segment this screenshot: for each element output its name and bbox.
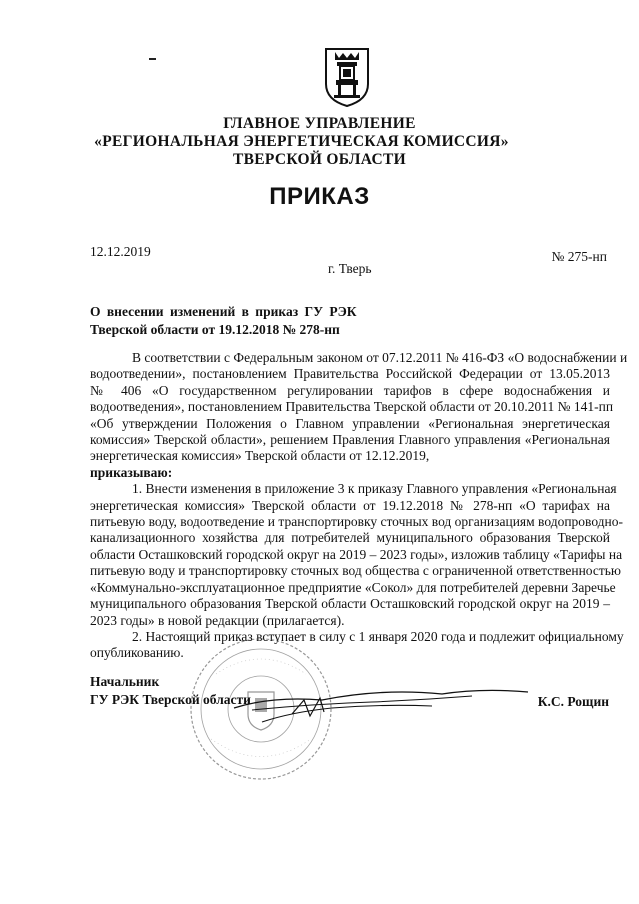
body-line: «Об утверждении Положения о Главном управлении «Региональная энергетическая (90, 415, 610, 431)
body-line: области Осташковский городской округ на 2019 – 2023 годы», изложив таблицу «Тарифы на (90, 546, 623, 562)
org-name-line3: ТВЕРСКОЙ ОБЛАСТИ (233, 151, 406, 168)
body-line: канализационного хозяйства для потребителей муниципального образования Тверской (90, 530, 610, 546)
body-line: энергетическая комиссия» Тверской области от 12.12.2019, (90, 448, 430, 464)
body-line: № 406 «О государственном регулировании тарифов в сфере водоснабжения и (90, 382, 610, 398)
org-name-line1: ГЛАВНОЕ УПРАВЛЕНИЕ (223, 115, 416, 132)
coat-of-arms-icon (323, 46, 371, 108)
body-line: «Коммунально-эксплуатационное предприятие «Сокол» для потребителей деревни Заречье (90, 579, 616, 595)
handwritten-signature (232, 678, 532, 738)
body-line: В соответствии с Федеральным законом от 07.12.2011 № 416-ФЗ «О водоснабжении и (132, 350, 628, 365)
body-line: 2. Настоящий приказ вступает в силу с 1 января 2020 года и подлежит официальному (132, 628, 624, 644)
body-line: энергетическая комиссия» Тверской области от 19.12.2018 № 278-нп «О тарифах на (90, 497, 610, 513)
document-city: г. Тверь (328, 261, 372, 276)
body-line: 2023 годы» в новой редакции (прилагается). (90, 612, 345, 628)
body-line: питьевую воду, водоотведение и транспортировку сточных вод организациям водопроводно- (90, 514, 624, 530)
body-line: комиссия» Тверской области», решением Правления Главного управления «Региональная (90, 432, 610, 448)
body-line: 1. Внести изменения в приложение 3 к приказу Главного управления «Региональная (132, 481, 617, 497)
signatory-name: К.С. Рощин (537, 694, 609, 709)
preamble-paragraph (90, 350, 628, 465)
body-line: питьевую воду и транспортировку сточных вод общества с ограниченной ответственностью (90, 563, 622, 579)
org-name-line2: «РЕГИОНАЛЬНАЯ ЭНЕРГЕТИЧЕСКАЯ КОМИССИЯ» (94, 133, 509, 150)
document-number: № 275-нп (551, 249, 607, 264)
document-date: 12.12.2019 (90, 244, 151, 259)
position-line: Начальник (90, 674, 160, 689)
order-item-2 (90, 628, 624, 662)
order-item-1 (90, 481, 624, 629)
document-title (90, 303, 357, 339)
signatory-position (90, 673, 251, 709)
body-line: муниципального образования Тверской области Осташковский городской округ на 2019 – (90, 596, 610, 612)
scan-mark (149, 58, 156, 60)
body-line: опубликованию. (90, 645, 184, 661)
document-body (90, 350, 628, 662)
body-line: водоотведении», постановлением Правительства Российской Федерации от 13.05.2013 (90, 366, 610, 382)
title-line: О внесении изменений в приказ ГУ РЭК (90, 304, 357, 319)
title-line: Тверской области от 19.12.2018 № 278-нп (90, 322, 340, 337)
orders-label: приказываю: (90, 464, 173, 480)
position-line: ГУ РЭК Тверской области (90, 692, 251, 707)
document-type: ПРИКАЗ (269, 183, 370, 210)
body-line: водоотведения», постановлением Правительства Тверской области от 20.10.2011 № 141-пп (90, 399, 614, 415)
